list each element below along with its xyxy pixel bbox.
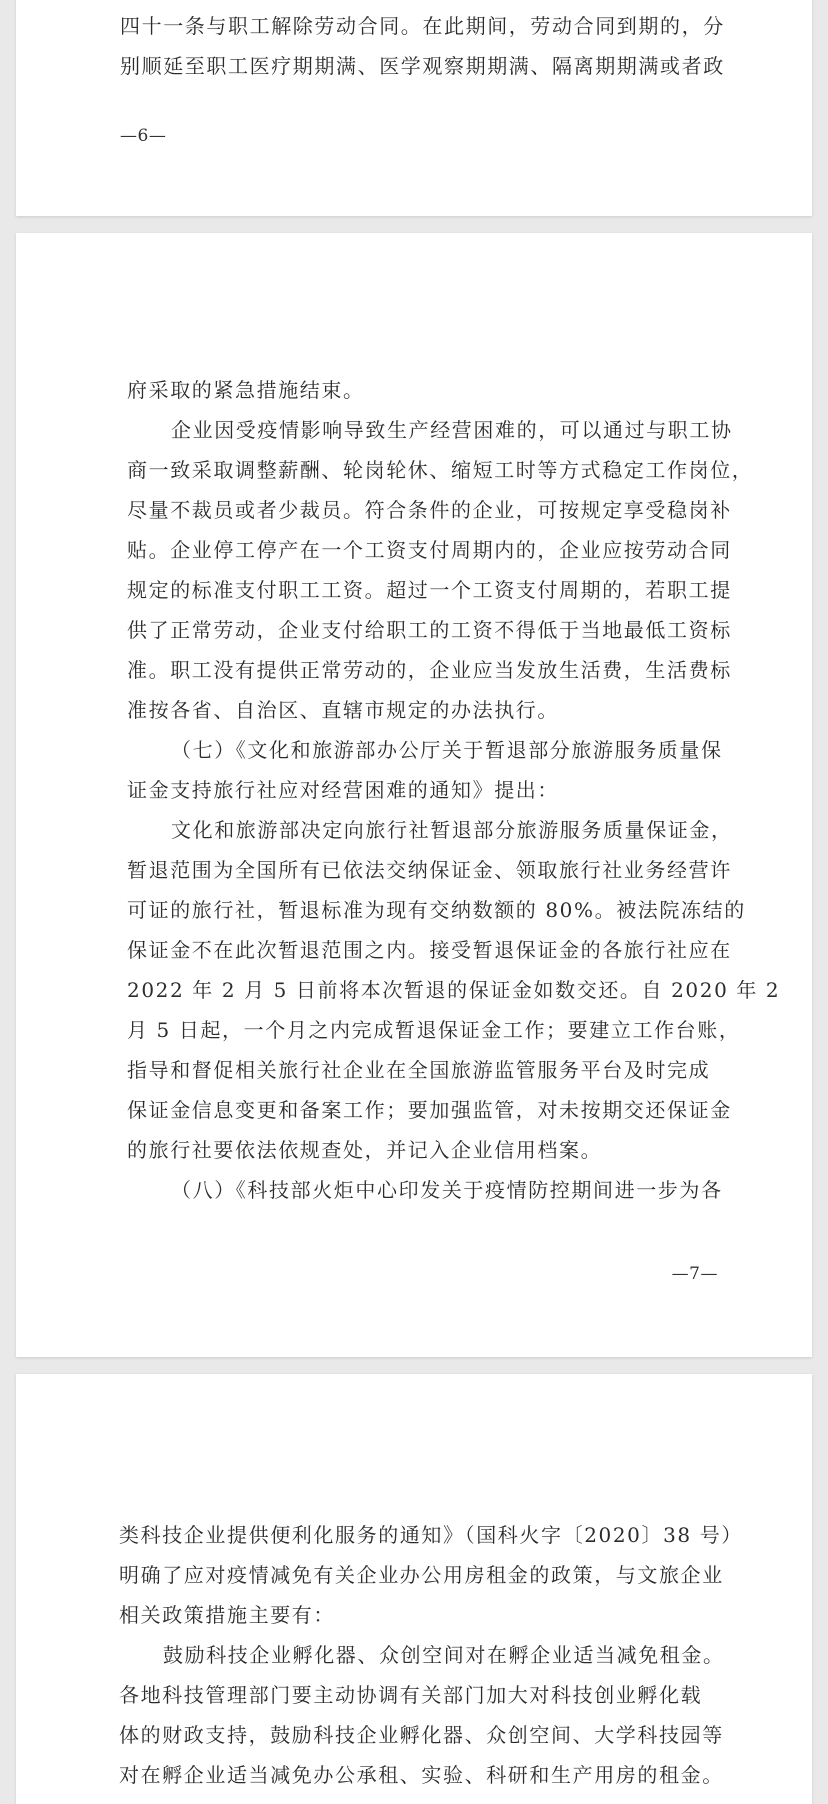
text-line: 规定的标准支付职工工资。超过一个工资支付周期的，若职工提	[127, 578, 732, 602]
section-heading: （七）《文化和旅游部办公厅关于暂退部分旅游服务质量保	[171, 738, 723, 762]
paragraph-start: 企业因受疫情影响导致生产经营困难的，可以通过与职工协	[171, 418, 733, 442]
section-heading: （八）《科技部火炬中心印发关于疫情防控期间进一步为各	[171, 1178, 723, 1202]
text-line: 各地科技管理部门要主动协调有关部门加大对科技创业孵化载	[119, 1683, 703, 1707]
page-7-body	[127, 370, 780, 1210]
text-line: 可证的旅行社，暂退标准为现有交纳数额的 80%。被法院冻结的	[127, 898, 746, 922]
text-line: 保证金信息变更和备案工作；要加强监管，对未按期交还保证金	[127, 1098, 732, 1122]
text-line: 府采取的紧急措施结束。	[127, 378, 365, 402]
paragraph-start: 文化和旅游部决定向旅行社暂退部分旅游服务质量保证金，	[171, 818, 733, 842]
page-8-body	[119, 1515, 743, 1795]
text-line: 供了正常劳动，企业支付给职工的工资不得低于当地最低工资标	[127, 618, 732, 642]
text-line: 对在孵企业适当减免办公承租、实验、科研和生产用房的租金。	[119, 1763, 724, 1787]
text-line: 相关政策措施主要有：	[119, 1603, 335, 1627]
page-number: —7—	[671, 1264, 718, 1284]
text-line: 2022 年 2 月 5 日前将本次暂退的保证金如数交还。自 2020 年 2	[127, 978, 781, 1002]
text-line: 尽量不裁员或者少裁员。符合条件的企业，可按规定享受稳岗补	[127, 498, 732, 522]
text-line: 准按各省、自治区、直辖市规定的办法执行。	[127, 698, 559, 722]
text-line: 指导和督促相关旅行社企业在全国旅游监管服务平台及时完成	[127, 1058, 711, 1082]
page-6-body	[120, 6, 725, 86]
text-line: 类科技企业提供便利化服务的通知》（国科火字〔2020〕38 号）	[119, 1523, 743, 1547]
text-line: 明确了应对疫情减免有关企业办公用房租金的政策，与文旅企业	[119, 1563, 724, 1587]
text-line: 别顺延至职工医疗期期满、医学观察期期满、隔离期期满或者政	[120, 54, 725, 78]
text-line: 暂退范围为全国所有已依法交纳保证金、领取旅行社业务经营许	[127, 858, 732, 882]
text-line: 贴。企业停工停产在一个工资支付周期内的，企业应按劳动合同	[127, 538, 732, 562]
text-line: 的旅行社要依法依规查处，并记入企业信用档案。	[127, 1138, 603, 1162]
document-page-7	[16, 233, 812, 1357]
text-line: 月 5 日起，一个月之内完成暂退保证金工作；要建立工作台账，	[127, 1018, 741, 1042]
text-line: 证金支持旅行社应对经营困难的通知》提出：	[127, 778, 559, 802]
text-line: 保证金不在此次暂退范围之内。接受暂退保证金的各旅行社应在	[127, 938, 732, 962]
page-number: —6—	[120, 126, 167, 146]
text-line: 准。职工没有提供正常劳动的，企业应当发放生活费，生活费标	[127, 658, 732, 682]
document-page-8	[16, 1374, 812, 1804]
text-line: 商一致采取调整薪酬、轮岗轮休、缩短工时等方式稳定工作岗位，	[127, 458, 754, 482]
paragraph-start: 鼓励科技企业孵化器、众创空间对在孵企业适当减免租金。	[163, 1643, 725, 1667]
document-page-6	[16, 0, 812, 216]
text-line: 体的财政支持，鼓励科技企业孵化器、众创空间、大学科技园等	[119, 1723, 724, 1747]
text-line: 四十一条与职工解除劳动合同。在此期间，劳动合同到期的，分	[120, 14, 725, 38]
